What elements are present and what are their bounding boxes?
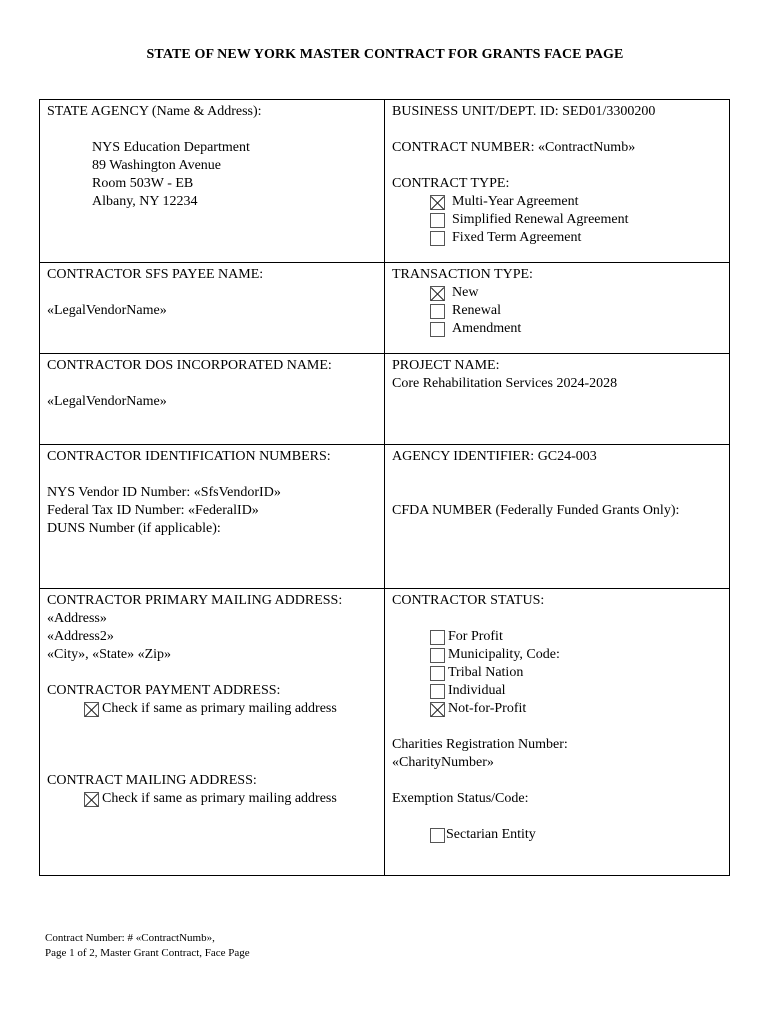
checkbox-icon[interactable] xyxy=(430,630,445,645)
row-dos xyxy=(40,353,729,444)
cfda-number: CFDA NUMBER (Federally Funded Grants Only): xyxy=(392,503,680,518)
status-option[interactable] xyxy=(392,700,722,718)
option-label: Simplified Renewal Agreement xyxy=(452,212,629,227)
option-label: Tribal Nation xyxy=(448,665,524,680)
status-label: CONTRACTOR STATUS: xyxy=(392,593,545,608)
contract-mailing-label: CONTRACT MAILING ADDRESS: xyxy=(47,773,257,788)
checkbox-checked-icon[interactable] xyxy=(430,286,445,301)
payee-cell xyxy=(40,263,385,353)
footer-page-info: Page 1 of 2, Master Grant Contract, Face Page xyxy=(45,947,250,959)
status-cell xyxy=(385,589,729,875)
option-label: Check if same as primary mailing address xyxy=(102,701,337,716)
agency-id-cell xyxy=(385,445,729,588)
contract-type-option[interactable] xyxy=(392,211,722,229)
option-label: Sectarian Entity xyxy=(446,827,536,842)
ids-cell xyxy=(40,445,385,588)
checkbox-icon[interactable] xyxy=(430,213,445,228)
federal-tax-id: Federal Tax ID Number: «FederalID» xyxy=(47,503,259,518)
contract-info-cell xyxy=(385,100,729,262)
contract-face-table xyxy=(39,99,730,876)
status-option[interactable] xyxy=(392,628,722,646)
checkbox-checked-icon[interactable] xyxy=(430,702,445,717)
ids-label: CONTRACTOR IDENTIFICATION NUMBERS: xyxy=(47,449,331,464)
checkbox-icon[interactable] xyxy=(430,684,445,699)
page-title: STATE OF NEW YORK MASTER CONTRACT FOR GRANTS FACE PAGE xyxy=(146,47,624,62)
dos-name-label: CONTRACTOR DOS INCORPORATED NAME: xyxy=(47,358,332,373)
payee-label: CONTRACTOR SFS PAYEE NAME: xyxy=(47,267,264,282)
payment-address-label: CONTRACTOR PAYMENT ADDRESS: xyxy=(47,683,281,698)
agency-street: 89 Washington Avenue xyxy=(92,158,222,173)
row-ids xyxy=(40,444,729,588)
contract-mailing-same-option[interactable] xyxy=(47,790,377,808)
sectarian-option[interactable] xyxy=(392,826,722,844)
charities-value: «CharityNumber» xyxy=(392,755,494,770)
option-label: Amendment xyxy=(452,321,522,336)
checkbox-icon[interactable] xyxy=(430,666,445,681)
row-agency xyxy=(40,100,729,262)
mailing-address: «Address» xyxy=(47,611,107,626)
agency-room: Room 503W - EB xyxy=(92,176,194,191)
option-label: Renewal xyxy=(452,303,501,318)
option-label: Fixed Term Agreement xyxy=(452,230,582,245)
agency-city: Albany, NY 12234 xyxy=(92,194,198,209)
mailing-label: CONTRACTOR PRIMARY MAILING ADDRESS: xyxy=(47,593,343,608)
row-mailing xyxy=(40,588,729,875)
dos-name-cell xyxy=(40,354,385,444)
dos-name-value: «LegalVendorName» xyxy=(47,394,167,409)
exemption-label: Exemption Status/Code: xyxy=(392,791,529,806)
mailing-cell xyxy=(40,589,385,875)
project-label: PROJECT NAME: xyxy=(392,358,500,373)
mailing-city-state-zip: «City», «State» «Zip» xyxy=(47,647,172,662)
checkbox-icon[interactable] xyxy=(430,304,445,319)
checkbox-checked-icon[interactable] xyxy=(84,792,99,807)
payee-value: «LegalVendorName» xyxy=(47,303,167,318)
project-cell xyxy=(385,354,729,444)
checkbox-icon[interactable] xyxy=(430,231,445,246)
business-unit: BUSINESS UNIT/DEPT. ID: SED01/3300200 xyxy=(392,104,656,119)
option-label: Not-for-Profit xyxy=(448,701,527,716)
contract-type-option[interactable] xyxy=(392,229,722,247)
checkbox-icon[interactable] xyxy=(430,828,445,843)
contract-type-option[interactable] xyxy=(392,193,722,211)
contract-type-label: CONTRACT TYPE: xyxy=(392,176,510,191)
option-label: For Profit xyxy=(448,629,503,644)
page-footer xyxy=(45,931,250,961)
option-label: Multi-Year Agreement xyxy=(452,194,579,209)
checkbox-checked-icon[interactable] xyxy=(84,702,99,717)
option-label: New xyxy=(452,285,479,300)
transaction-option[interactable] xyxy=(392,302,722,320)
option-label: Check if same as primary mailing address xyxy=(102,791,337,806)
status-option[interactable] xyxy=(392,646,722,664)
option-label: Individual xyxy=(448,683,506,698)
checkbox-icon[interactable] xyxy=(430,322,445,337)
mailing-address2: «Address2» xyxy=(47,629,114,644)
state-agency-cell xyxy=(40,100,385,262)
project-value: Core Rehabilitation Services 2024-2028 xyxy=(392,376,618,391)
vendor-id: NYS Vendor ID Number: «SfsVendorID» xyxy=(47,485,281,500)
checkbox-checked-icon[interactable] xyxy=(430,195,445,210)
payment-same-option[interactable] xyxy=(47,700,377,718)
agency-name: NYS Education Department xyxy=(92,140,250,155)
agency-identifier: AGENCY IDENTIFIER: GC24-003 xyxy=(392,449,597,464)
row-payee xyxy=(40,262,729,353)
state-agency-label: STATE AGENCY (Name & Address): xyxy=(47,104,262,119)
status-option[interactable] xyxy=(392,682,722,700)
transaction-cell xyxy=(385,263,729,353)
footer-contract-number: Contract Number: # «ContractNumb», xyxy=(45,932,215,944)
option-label: Municipality, Code: xyxy=(448,647,560,662)
transaction-option[interactable] xyxy=(392,284,722,302)
transaction-option[interactable] xyxy=(392,320,722,338)
duns-number: DUNS Number (if applicable): xyxy=(47,521,221,536)
status-option[interactable] xyxy=(392,664,722,682)
charities-label: Charities Registration Number: xyxy=(392,737,568,752)
checkbox-icon[interactable] xyxy=(430,648,445,663)
contract-number: CONTRACT NUMBER: «ContractNumb» xyxy=(392,140,636,155)
transaction-type-label: TRANSACTION TYPE: xyxy=(392,267,533,282)
